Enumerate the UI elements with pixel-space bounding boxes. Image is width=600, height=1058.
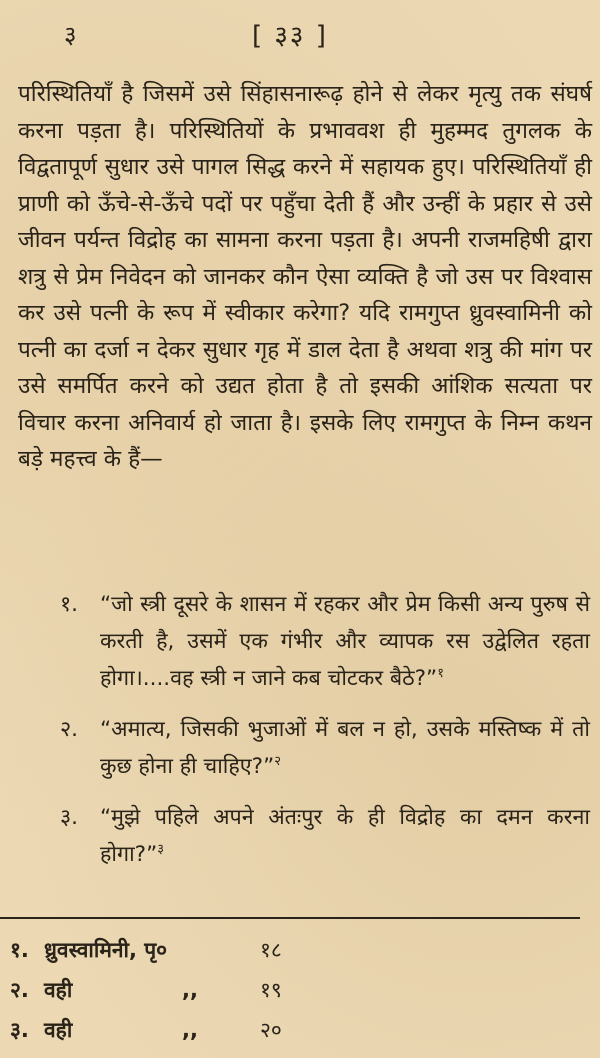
page-header [0,14,600,54]
quote-text: “अमात्य, जिसकी भुजाओं में बल न हो, उसके मस्तिष्क में तो कुछ होना ही चाहिए?” [100,717,590,779]
quote-list [60,586,590,887]
footnote-page: १९ [260,978,282,1002]
footnote-ref: २ [274,753,281,769]
footnote-page: २० [260,1018,282,1042]
footnote-ref: ३ [157,841,164,857]
page-number-left: ३ [64,21,77,49]
footnote-source: वही [44,978,73,1002]
footnote-number: ३. [10,1018,29,1042]
footnote-source: ध्रुवस्वामिनी, पृ० [44,938,168,962]
footnote [10,930,530,970]
quote-text: “मुझे पहिले अपने अंतःपुर के ही विद्रोह का दमन करना होगा?” [100,805,590,867]
body-paragraph: परिस्थितियाँ है जिसमें उसे सिंहासनारूढ़ होने से लेकर मृत्यु तक संघर्ष करना पड़ता है। परिस्थितियों के प्रभाववश ही मुहम्मद तुगलक के विद्वतापूर्ण सुधार उसे पागल सिद्ध करने में सहायक हुए। परिस्थितियाँ ही प्राणी को ऊँचे-से-ऊँचे पदों पर पहुँचा देती हैं और उन्हीं के प्रहार से उसे जीवन पर्यन्त विद्रोह का सामना करना पड़ता है। अपनी राजमहिषी द्वारा शत्रु से प्रेम निवेदन को जानकर कौन ऐसा व्यक्ति है जो उस पर विश्वास कर उसे पत्नी के रूप में स्वीकार करेगा? यदि रामगुप्त ध्रुवस्वामिनी को पत्नी का दर्जा न देकर सुधार गृह में डाल देता है अथवा शत्रु की मांग पर उसे समर्पित करने को उद्यत होता है तो इसकी आंशिक सत्यता पर विचार करना अनिवार्य हो जाता है। इसके लिए रामगुप्त के निम्न कथन बड़े महत्त्व के हैं— [18,81,592,472]
footnote-number: १. [10,938,29,962]
footnote-source: वही [44,1018,73,1042]
footnote [10,970,530,1010]
page-number-bracketed: [ ३३ ] [252,21,328,51]
footnote-ref: १ [437,665,444,681]
quote-text: “जो स्त्री दूसरे के शासन में रहकर और प्रेम किसी अन्य पुरुष से करती है, उसमें एक गंभीर और व्यापक रस उद्वेलित रहता होगा।....वह स्त्री न जाने कब चोटकर बैठे?” [100,592,590,691]
footnote-ditto: ,, [182,1018,198,1042]
footnote-ditto: ,, [182,978,198,1002]
quote-item [60,586,590,697]
footnote [10,1010,530,1050]
quote-number: २. [60,717,79,742]
quote-item [60,711,590,785]
quote-item [60,799,590,873]
footnote-page: १८ [260,938,282,962]
footnote-number: २. [10,978,29,1002]
quote-number: ३. [60,805,79,830]
quote-number: १. [60,592,79,617]
footnote-divider [0,917,580,919]
footnote-list [10,930,530,1050]
